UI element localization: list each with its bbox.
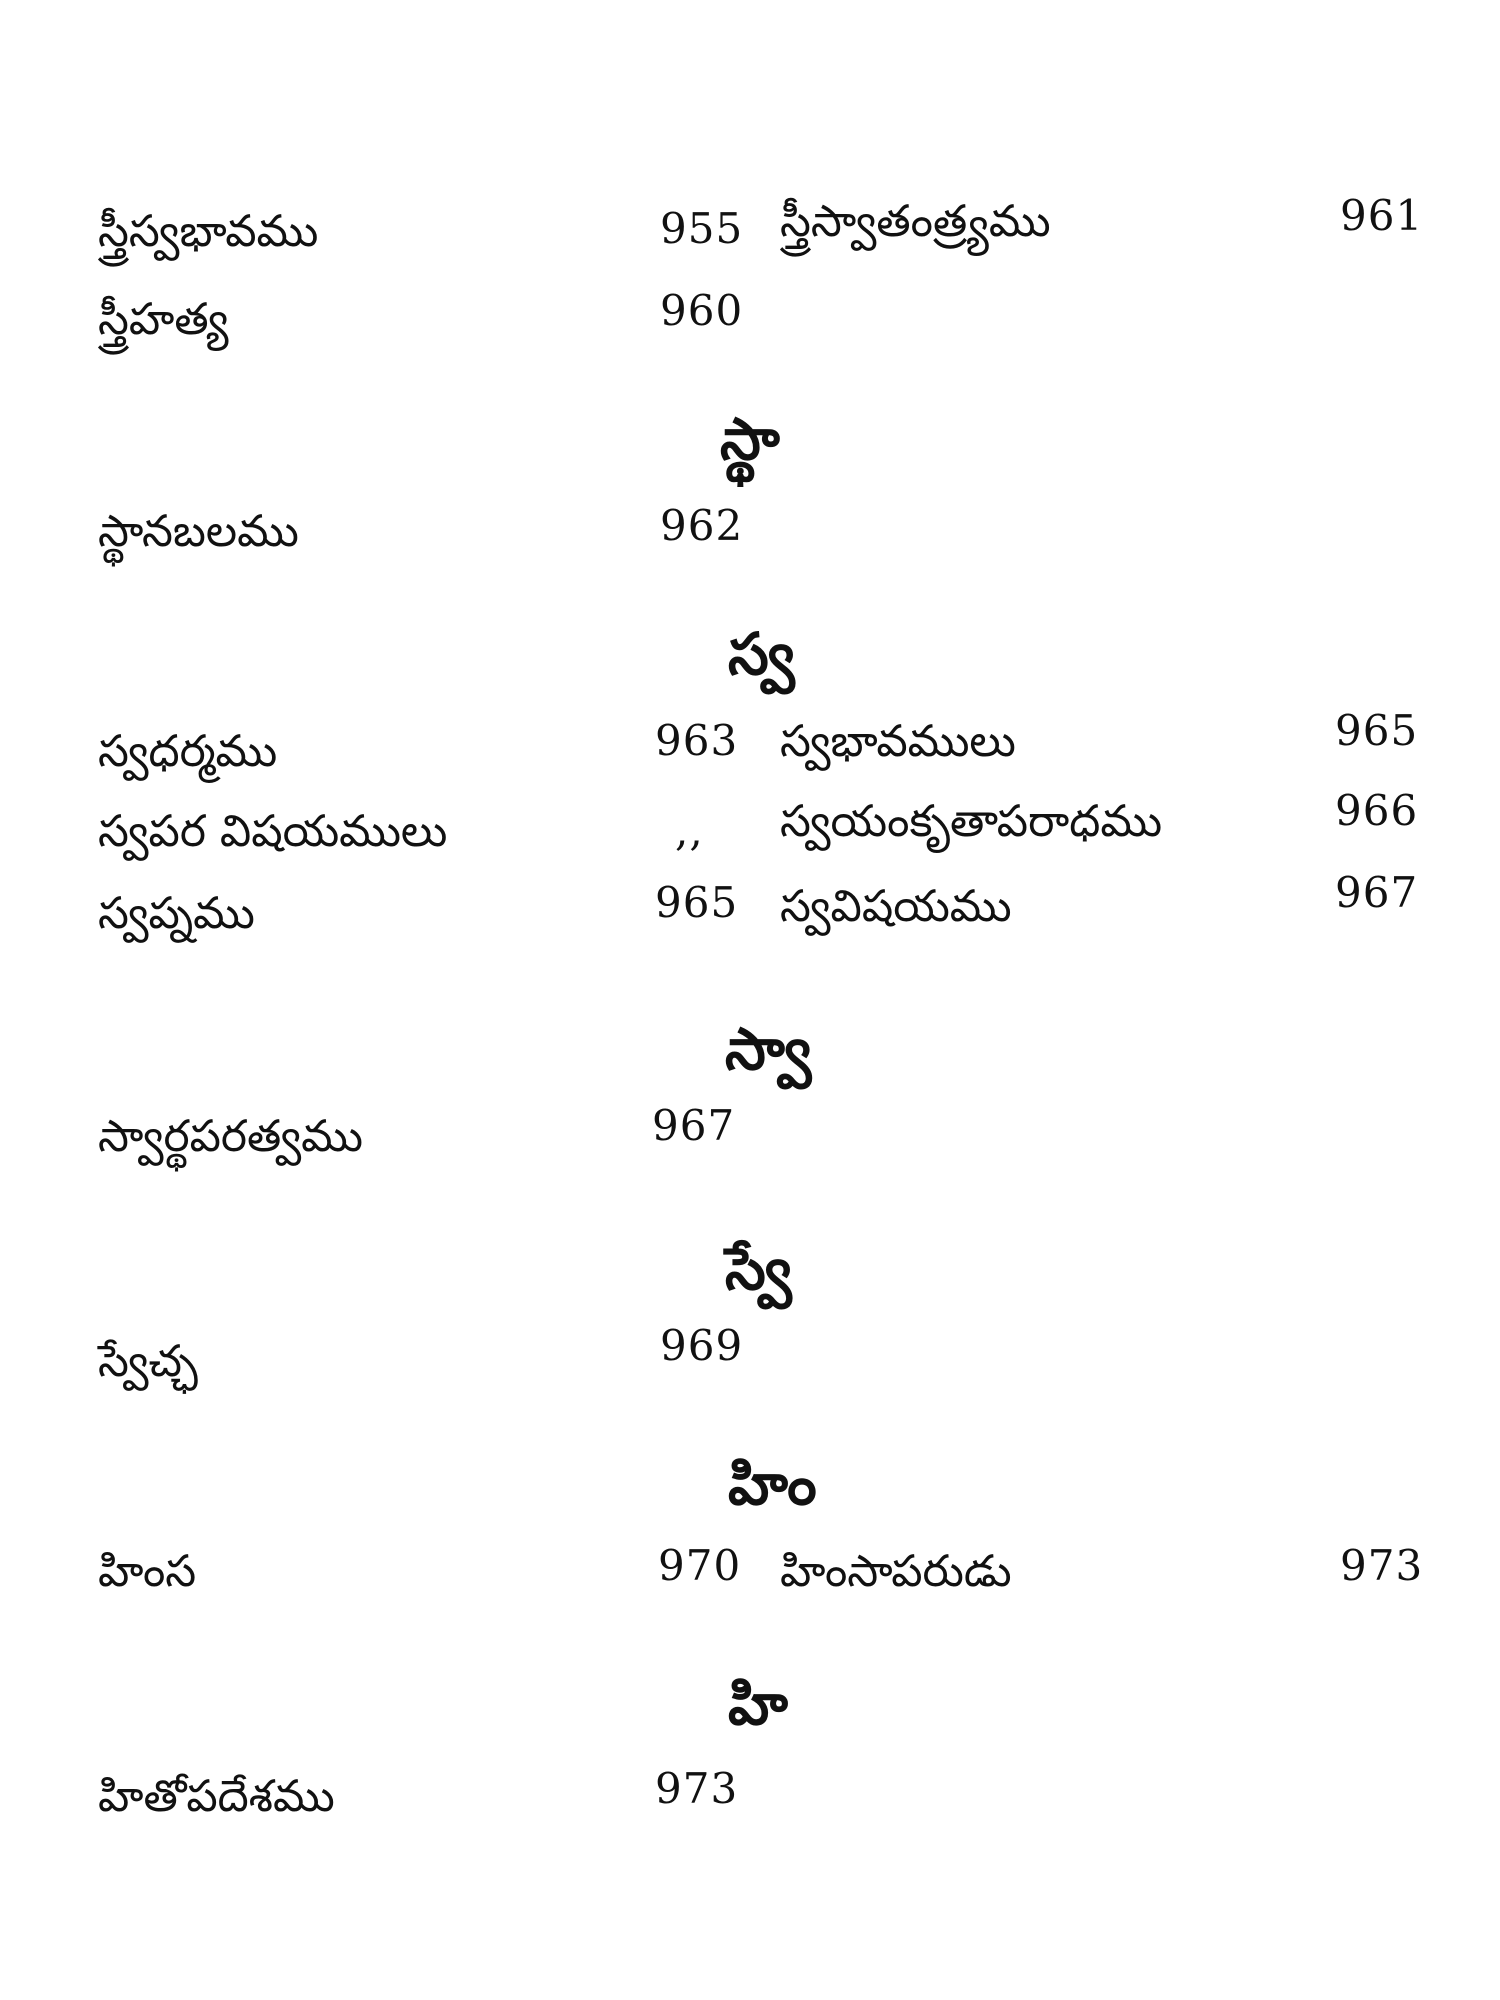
section-heading: స్థా xyxy=(720,405,780,473)
index-entry-page: 967 xyxy=(652,1101,736,1150)
index-entry-page: ,, xyxy=(675,806,704,855)
index-entry-term: హితోపదేశము xyxy=(98,1771,335,1822)
index-entry-page: 961 xyxy=(1340,191,1424,240)
section-heading: స్వా xyxy=(725,1015,812,1083)
index-entry-term: హింస xyxy=(98,1546,197,1597)
index-entry-term: స్వార్థపరత్వము xyxy=(98,1111,363,1162)
section-heading: స్వ xyxy=(728,620,795,688)
section-heading: హి xyxy=(728,1670,788,1738)
index-entry-page: 970 xyxy=(658,1541,742,1590)
index-entry-page: 973 xyxy=(655,1764,739,1813)
index-entry-term: స్వేచ్ఛ xyxy=(98,1336,198,1387)
index-entry-page: 965 xyxy=(655,878,739,927)
section-heading: హిం xyxy=(728,1450,817,1518)
index-entry-term: స్వవిషయము xyxy=(780,881,1012,932)
index-entry-term: స్థానబలము xyxy=(98,506,299,557)
index-entry-term: స్వప్నము xyxy=(98,888,255,939)
index-entry-term: స్వపర విషయములు xyxy=(98,806,448,857)
index-entry-term: స్త్రీస్వభావము xyxy=(98,206,319,257)
index-entry-page: 965 xyxy=(1335,706,1419,755)
index-entry-page: 966 xyxy=(1335,786,1419,835)
index-entry-term: స్వయంకృతాపరాధము xyxy=(780,796,1163,847)
index-entry-term: స్త్రీహత్య xyxy=(98,294,229,345)
index-entry-page: 955 xyxy=(660,204,744,253)
index-entry-term: స్త్రీస్వాతంత్ర్యము xyxy=(780,196,1051,247)
index-entry-page: 973 xyxy=(1340,1541,1424,1590)
index-entry-page: 963 xyxy=(655,716,739,765)
index-entry-page: 960 xyxy=(660,286,744,335)
index-entry-term: స్వభావములు xyxy=(780,716,1016,767)
index-entry-page: 962 xyxy=(660,501,744,550)
section-heading: స్వే xyxy=(725,1235,792,1303)
index-entry-page: 967 xyxy=(1335,868,1419,917)
index-entry-term: హింసాపరుడు xyxy=(780,1546,1012,1597)
index-entry-page: 969 xyxy=(660,1321,744,1370)
index-entry-term: స్వధర్మము xyxy=(98,726,278,777)
